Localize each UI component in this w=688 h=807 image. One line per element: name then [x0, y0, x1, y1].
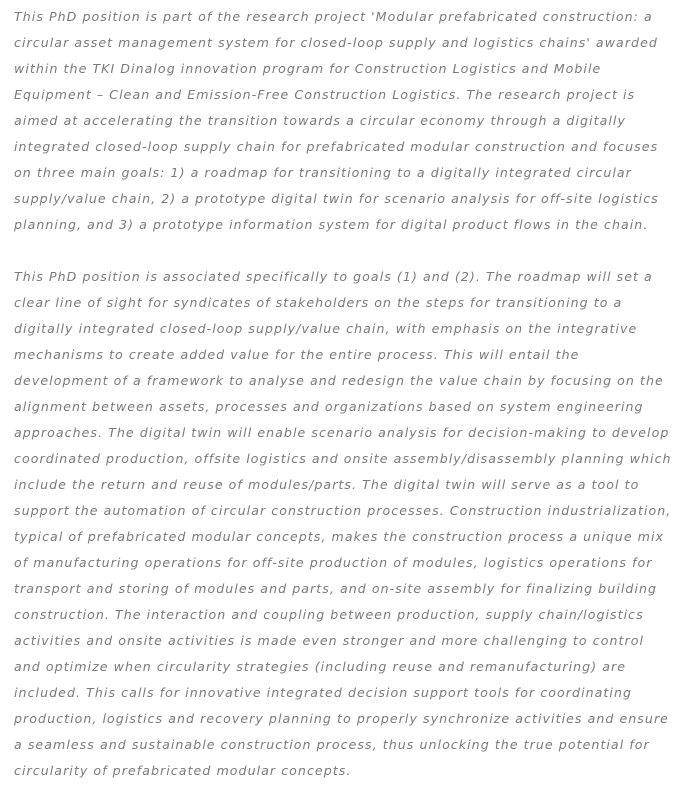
text-line: planning, and 3) a prototype information system for digital product flows in the chain. [14, 217, 649, 232]
text-line: circularity of prefabricated modular concepts. [14, 763, 352, 778]
text-line: production, logistics and recovery planning to properly synchronize activities and ensure [14, 711, 669, 726]
text-line: digitally integrated closed-loop supply/value chain, with emphasis on the integrative [14, 321, 638, 336]
text-line: circular asset management system for closed-loop supply and logistics chains' awarded [14, 35, 658, 50]
paragraph-position-goals [14, 264, 674, 784]
text-line: This PhD position is associated specifically to goals (1) and (2). The roadmap will set a [14, 269, 653, 284]
text-line: This PhD position is part of the research project 'Modular prefabricated construction: a [14, 9, 653, 24]
text-line: aimed at accelerating the transition towards a circular economy through a digitally [14, 113, 626, 128]
text-line: approaches. The digital twin will enable scenario analysis for decision-making to develop [14, 425, 670, 440]
text-line: Equipment – Clean and Emission-Free Construction Logistics. The research project is [14, 87, 636, 102]
text-line: integrated closed-loop supply chain for prefabricated modular construction and focuses [14, 139, 659, 154]
text-line: development of a framework to analyse and redesign the value chain by focusing on the [14, 373, 664, 388]
text-line: and optimize when circularity strategies (including reuse and remanufacturing) are [14, 659, 627, 674]
text-line: coordinated production, offsite logistics and onsite assembly/disassembly planning which [14, 451, 672, 466]
text-line: transport and storing of modules and parts, and on-site assembly for finalizing building [14, 581, 658, 596]
text-line: included. This calls for innovative integrated decision support tools for coordinating [14, 685, 633, 700]
text-line: of manufacturing operations for off-site production of modules, logistics operations for [14, 555, 653, 570]
text-line: construction. The interaction and coupling between production, supply chain/logistics [14, 607, 644, 622]
text-line: include the return and reuse of modules/parts. The digital twin will serve as a tool to [14, 477, 640, 492]
text-line: on three main goals: 1) a roadmap for transitioning to a digitally integrated circular [14, 165, 632, 180]
text-line: support the automation of circular construction processes. Construction industrialization, [14, 503, 672, 518]
text-line: mechanisms to create added value for the entire process. This will entail the [14, 347, 580, 362]
text-line: alignment between assets, processes and organizations based on system engineering [14, 399, 644, 414]
text-line: supply/value chain, 2) a prototype digital twin for scenario analysis for off-site logistics [14, 191, 659, 206]
text-line: clear line of sight for syndicates of stakeholders on the steps for transitioning to a [14, 295, 623, 310]
paragraph-research-project [14, 4, 674, 238]
text-line: typical of prefabricated modular concepts, makes the construction process a unique mix [14, 529, 665, 544]
text-line: a seamless and sustainable construction process, thus unlocking the true potential for [14, 737, 650, 752]
text-line: activities and onsite activities is made even stronger and more challenging to control [14, 633, 645, 648]
text-line: within the TKI Dinalog innovation program for Construction Logistics and Mobile [14, 61, 602, 76]
